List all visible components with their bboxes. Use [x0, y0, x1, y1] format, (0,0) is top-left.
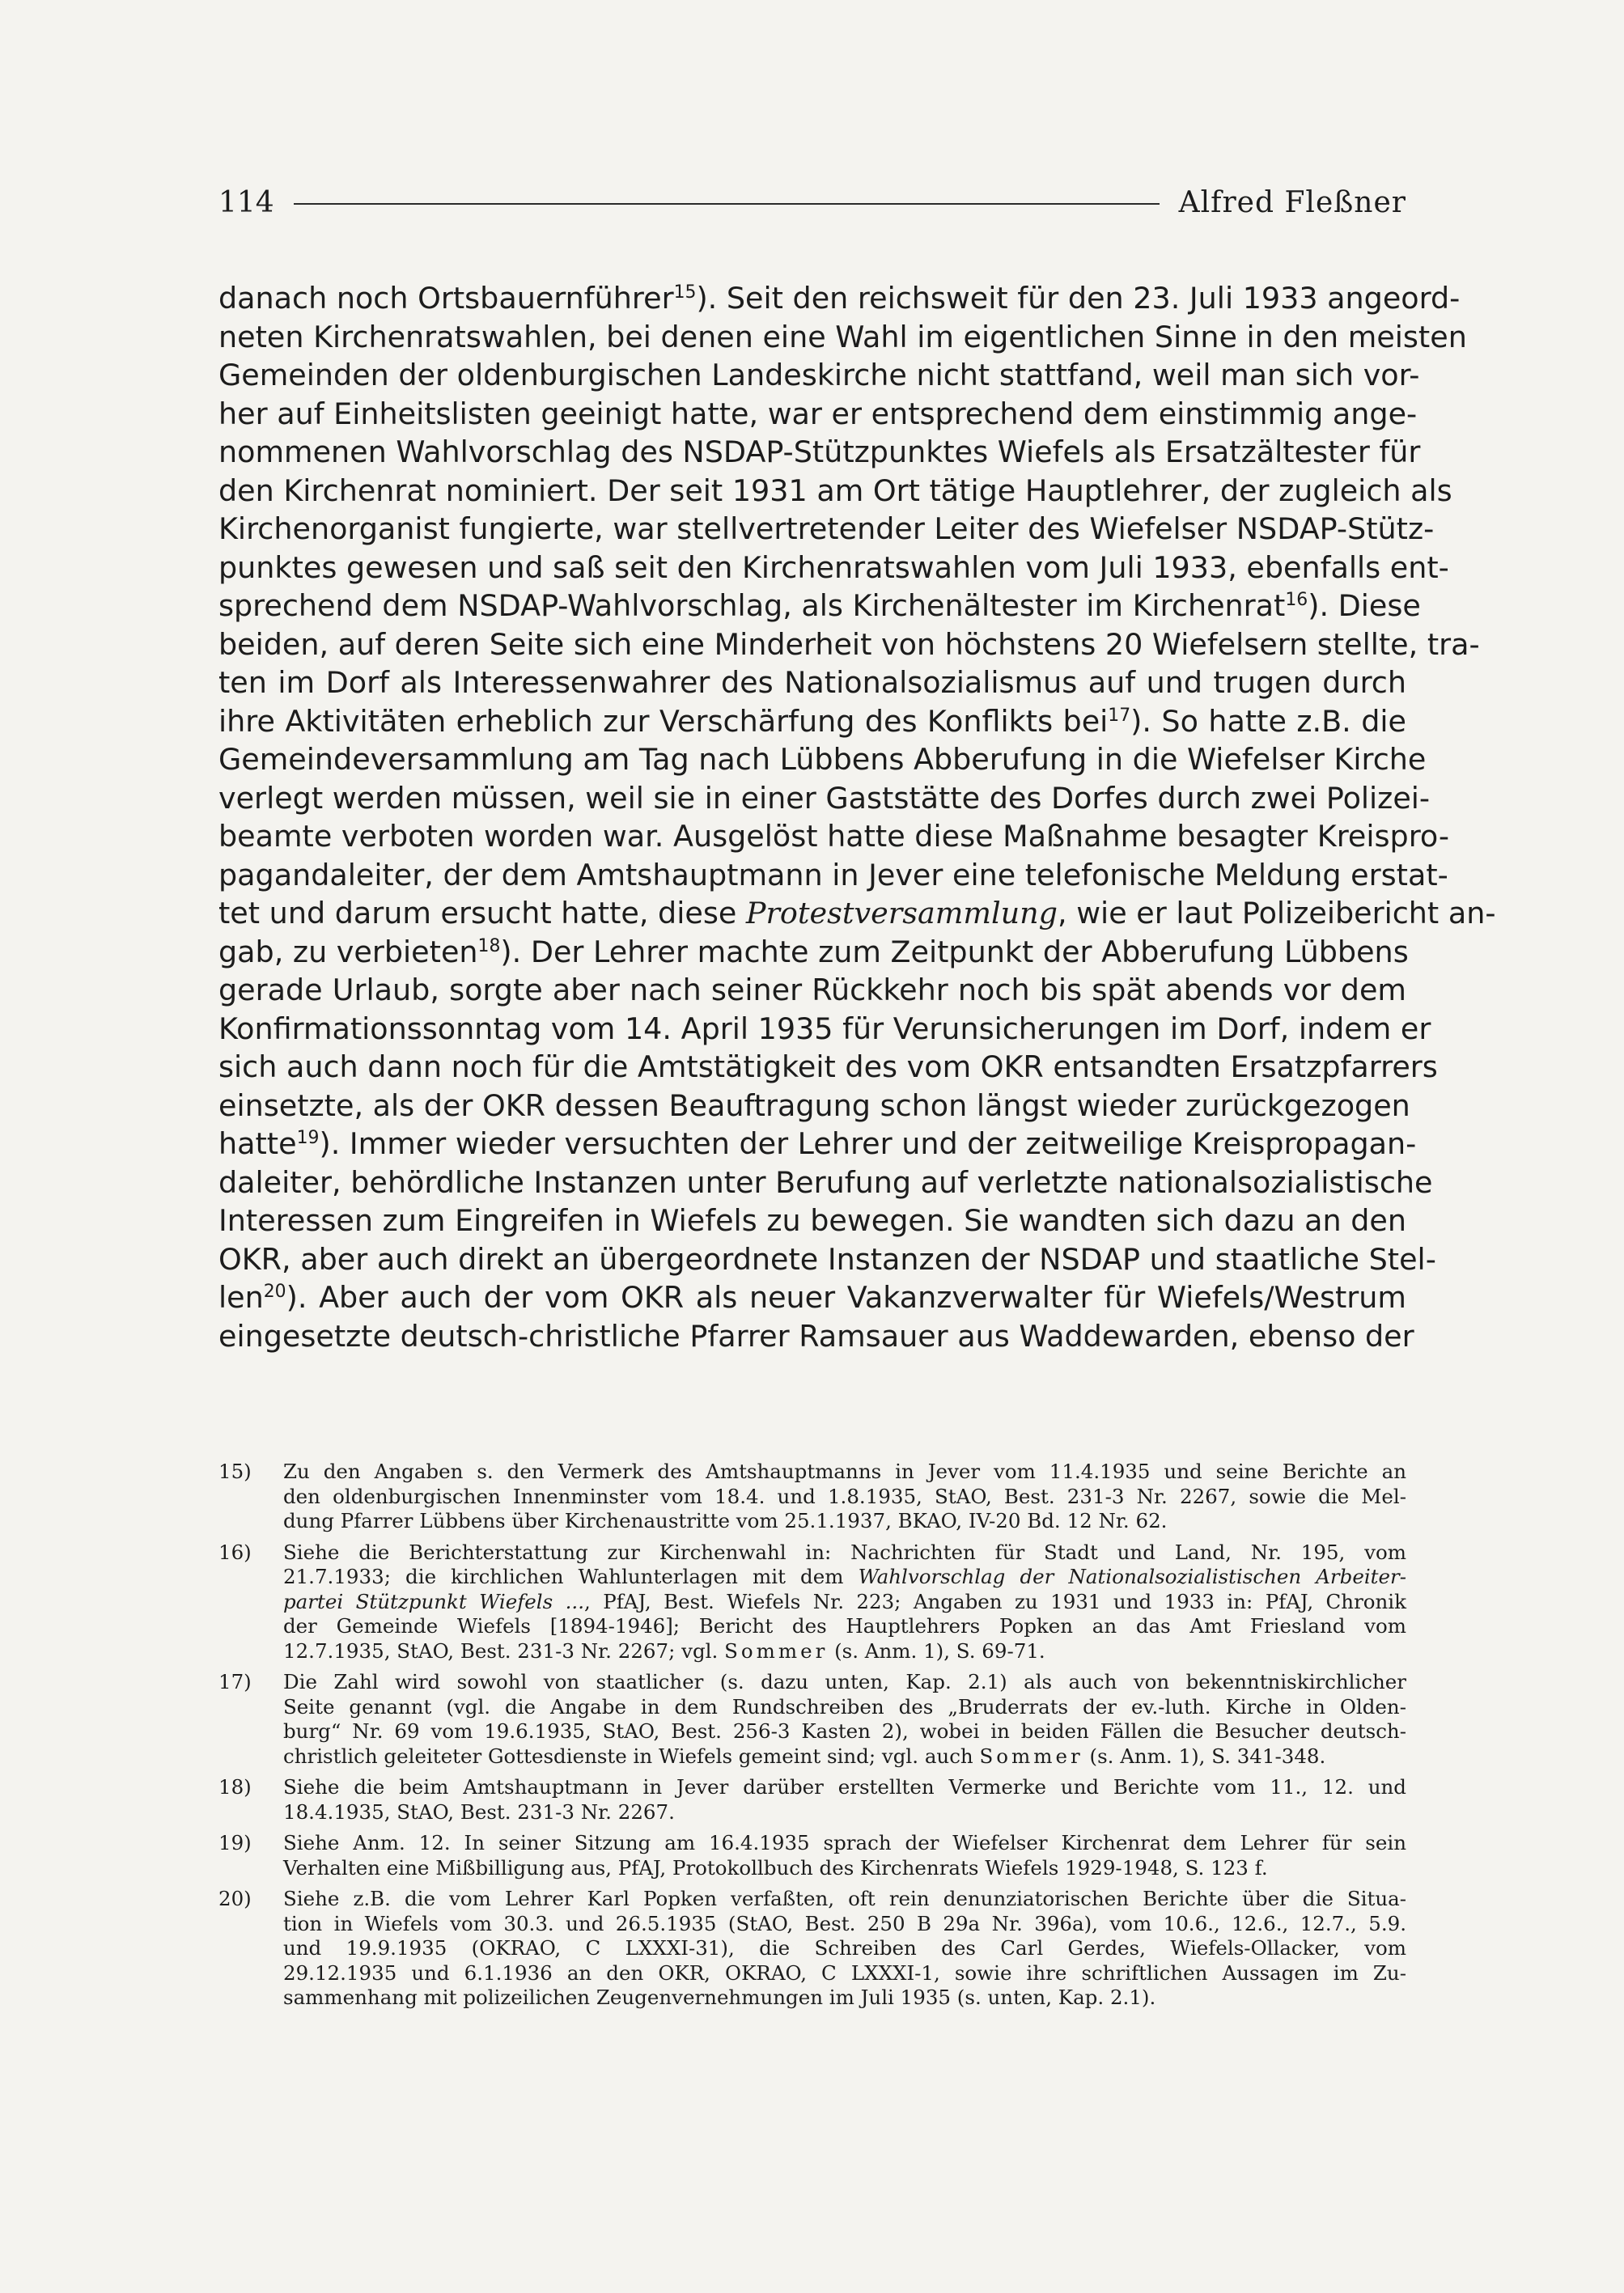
- footnote-line: [283, 1639, 1406, 1664]
- text-line: [218, 1010, 1431, 1049]
- text-line: [218, 1125, 1417, 1163]
- text-segment: sammenhang mit polizeilichen Zeugenvernehmungen im Juli 1935 (s. unten, Kap. 2.1).: [283, 1986, 1156, 2009]
- footnote-line: [283, 1961, 1406, 1986]
- text-line: [218, 1278, 1406, 1317]
- footnote-number: 16): [218, 1540, 252, 1564]
- footnote-line: [283, 1831, 1406, 1856]
- text-line: [218, 472, 1452, 511]
- text-segment: sich auch dann noch für die Amtstätigkeit des vom OKR entsandten Ersatzpfarrers: [218, 1049, 1438, 1084]
- text-segment: nommenen Wahlvorschlag des NSDAP-Stützpunktes Wiefels als Ersatzältester für: [218, 434, 1421, 469]
- footnote-line: [283, 1912, 1406, 1937]
- text-segment: ). Der Lehrer machte zum Zeitpunkt der Abberufung Lübbens: [500, 934, 1409, 969]
- footnote-line: [283, 1719, 1406, 1744]
- text-segment: 12.7.1935, StAO, Best. 231-3 Nr. 2267; vgl.: [283, 1638, 725, 1663]
- footnote-line: [283, 1460, 1406, 1485]
- text-line: [218, 740, 1427, 779]
- text-segment: 29.12.1935 und 6.1.1936 an den OKR, OKRAO, C LXXXI-1, sowie ihre schriftlichen Aussagen im Zu-: [283, 1960, 1406, 1985]
- footnote-line: [283, 1541, 1406, 1566]
- text-segment: hatte: [218, 1126, 297, 1161]
- footnote-ref: 15: [673, 282, 697, 303]
- footnote-ref: 19: [296, 1127, 320, 1148]
- text-segment: eingesetzte deutsch-christliche Pfarrer Ramsauer aus Waddewarden, ebenso der: [218, 1318, 1414, 1354]
- text-line: [218, 587, 1421, 625]
- text-line: [218, 779, 1431, 818]
- text-segment: den Kirchenrat nominiert. Der seit 1931 am Ort tätige Hauptlehrer, der zugleich als: [218, 473, 1452, 508]
- page-number: 114: [218, 185, 274, 219]
- footnote-text: [283, 1831, 1406, 1880]
- text-line: [218, 510, 1435, 549]
- text-line: [218, 356, 1420, 395]
- footnote: [218, 1831, 1406, 1880]
- text-line: [218, 433, 1421, 472]
- footnote-line: [283, 1485, 1406, 1510]
- text-segment: den oldenburgischen Innenminster vom 18.4. und 1.8.1935, StAO, Best. 231-3 Nr. 2267, sowie die Mel-: [283, 1484, 1406, 1508]
- text-segment: Siehe die beim Amtshauptmann in Jever darüber erstellten Vermerke und Berichte vom 11., 12. und: [283, 1775, 1406, 1799]
- text-segment: pagandaleiter, der dem Amtshauptmann in Jever eine telefonische Meldung erstat-: [218, 857, 1448, 892]
- footnote-line: [283, 1509, 1406, 1534]
- footnote-text: [283, 1541, 1406, 1664]
- footnote-number: 20): [218, 1887, 252, 1910]
- text-segment: Interessen zum Eingreifen in Wiefels zu bewegen. Sie wandten sich dazu an den: [218, 1203, 1406, 1238]
- text-segment: Zu den Angaben s. den Vermerk des Amtshauptmanns in Jever vom 11.4.1935 und seine Berichte an: [283, 1460, 1406, 1483]
- footnotes: [218, 1460, 1406, 2017]
- author-name-spaced: Sommer: [724, 1638, 829, 1663]
- text-segment: ). Seit den reichsweit für den 23. Juli 1933 angeord-: [696, 281, 1461, 316]
- text-segment: einsetzte, als der OKR dessen Beauftragung schon längst wieder zurückgezogen: [218, 1087, 1410, 1123]
- text-segment: ). So hatte z.B. die: [1130, 703, 1406, 739]
- text-segment: christlich geleiteter Gottesdienste in Wiefels gemeint sind; vgl. auch: [283, 1744, 980, 1768]
- text-segment: 21.7.1933; die kirchlichen Wahlunterlagen mit dem: [283, 1565, 859, 1588]
- text-line: [218, 1240, 1436, 1279]
- text-segment: tet und darum ersucht hatte, diese: [218, 896, 746, 930]
- text-segment: Kirchenorganist fungierte, war stellvertretender Leiter des Wiefelser NSDAP-Stütz-: [218, 511, 1435, 546]
- footnote-text: [283, 1460, 1406, 1534]
- text-segment: der Gemeinde Wiefels [1894-1946]; Bericht des Hauptlehrers Popken an das Amt Friesland vom: [283, 1614, 1406, 1638]
- footnote-text: [283, 1775, 1406, 1825]
- text-segment: gab, zu verbieten: [218, 934, 478, 969]
- text-segment: verlegt werden müssen, weil sie in einer Gaststätte des Dorfes durch zwei Polizei-: [218, 780, 1431, 816]
- footnote-line: [283, 1856, 1406, 1881]
- text-line: [218, 894, 1496, 933]
- footnote-line: [283, 1887, 1406, 1912]
- footnote: [218, 1775, 1406, 1825]
- text-segment: beamte verboten worden war. Ausgelöst hatte diese Maßnahme besagter Kreispro-: [218, 819, 1450, 854]
- text-line: [218, 971, 1406, 1010]
- text-segment: (s. Anm. 1), S. 341-348.: [1083, 1744, 1326, 1768]
- text-line: [218, 817, 1450, 856]
- text-segment: gerade Urlaub, sorgte aber nach seiner Rückkehr noch bis spät abends vor dem: [218, 973, 1406, 1007]
- text-segment: ihre Aktivitäten erheblich zur Verschärfung des Konflikts bei: [218, 703, 1109, 739]
- text-line: [218, 1163, 1433, 1202]
- text-segment: dung Pfarrer Lübbens über Kirchenaustritte vom 25.1.1937, BKAO, IV-20 Bd. 12 Nr. 62.: [283, 1509, 1168, 1532]
- footnote-line: [283, 1590, 1406, 1615]
- text-segment: ten im Dorf als Interessenwahrer des Nationalsozialismus auf und trugen durch: [218, 665, 1406, 700]
- text-segment: burg“ Nr. 69 vom 19.6.1935, StAO, Best. 256-3 Kasten 2), wobei in beiden Fällen die Besucher deutsch-: [283, 1719, 1406, 1743]
- text-line: [218, 1202, 1406, 1240]
- text-segment: daleiter, behördliche Instanzen unter Berufung auf verletzte nationalsozialistische: [218, 1164, 1433, 1200]
- text-segment: , PfAJ, Best. Wiefels Nr. 223; Angaben zu 1931 und 1933 in: PfAJ, Chronik: [584, 1589, 1406, 1613]
- text-segment: her auf Einheitslisten geeinigt hatte, war er entsprechend dem einstimmig ange-: [218, 396, 1418, 431]
- text-line: [218, 702, 1406, 741]
- text-line: [218, 1317, 1414, 1356]
- footnote: [218, 1670, 1406, 1769]
- running-head-author: Alfred Fleßner: [1178, 185, 1406, 219]
- text-segment: , wie er laut Polizeibericht an-: [1058, 896, 1496, 930]
- text-segment: Die Zahl wird sowohl von staatlicher (s. dazu unten, Kap. 2.1) als auch von bekenntniskirchlicher: [283, 1670, 1406, 1693]
- text-segment: tion in Wiefels vom 30.3. und 26.5.1935 (StAO, Best. 250 B 29a Nr. 396a), vom 10.6., 12.6., 12.7., 5.9.: [283, 1911, 1406, 1935]
- footnote: [218, 1460, 1406, 1534]
- text-segment: 18.4.1935, StAO, Best. 231-3 Nr. 2267.: [283, 1799, 675, 1824]
- text-line: [218, 933, 1409, 972]
- text-line: [218, 625, 1480, 664]
- footnote-line: [283, 1744, 1406, 1770]
- text-line: [218, 1087, 1410, 1125]
- footnote-number: 15): [218, 1460, 252, 1483]
- text-segment: Siehe z.B. die vom Lehrer Karl Popken verfaßten, oft rein denunziatorischen Berichte über die Situa-: [283, 1887, 1406, 1910]
- text-segment: ). Aber auch der vom OKR als neuer Vakanzverwalter für Wiefels/Westrum: [286, 1280, 1406, 1315]
- footnote-text: [283, 1887, 1406, 2011]
- text-segment: Seite genannt (vgl. die Angabe in dem Rundschreiben des „Bruderrats der ev.-luth. Kirche in Olden-: [283, 1694, 1406, 1719]
- text-segment: Siehe Anm. 12. In seiner Sitzung am 16.4.1935 sprach der Wiefelser Kirchenrat dem Lehrer für sein: [283, 1831, 1406, 1854]
- footnote-line: [283, 1565, 1406, 1590]
- footnote-text: [283, 1670, 1406, 1769]
- text-line: [218, 549, 1449, 587]
- italic-quote: Protestversammlung: [745, 896, 1058, 930]
- italic-title: Wahlvorschlag der Nationalsozialistischen Arbeiter-: [858, 1565, 1406, 1588]
- footnote-ref: 20: [263, 1281, 286, 1302]
- text-segment: ). Diese: [1308, 588, 1421, 623]
- footnote: [218, 1541, 1406, 1664]
- footnote-line: [283, 1614, 1406, 1639]
- footnote-line: [283, 1936, 1406, 1961]
- text-segment: sprechend dem NSDAP-Wahlvorschlag, als Kirchenältester im Kirchenrat: [218, 588, 1286, 623]
- text-segment: beiden, auf deren Seite sich eine Minderheit von höchstens 20 Wiefelsern stellte, tra-: [218, 626, 1480, 662]
- text-segment: (s. Anm. 1), S. 69-71.: [828, 1638, 1045, 1663]
- text-line: [218, 856, 1448, 895]
- page-header: [218, 180, 1406, 225]
- footnote-line: [283, 1800, 1406, 1825]
- italic-title: partei Stützpunkt Wiefels ...: [283, 1589, 585, 1613]
- text-segment: punktes gewesen und saß seit den Kirchenratswahlen vom Juli 1933, ebenfalls ent-: [218, 549, 1449, 585]
- footnote-line: [283, 1670, 1406, 1695]
- footnote-number: 19): [218, 1831, 252, 1854]
- text-segment: len: [218, 1280, 264, 1315]
- footnote-number: 18): [218, 1775, 252, 1799]
- footnote-line: [283, 1695, 1406, 1720]
- text-segment: Siehe die Berichterstattung zur Kirchenwahl in: Nachrichten für Stadt und Land, Nr. 195, vom: [283, 1540, 1406, 1564]
- footnote-ref: 18: [477, 935, 501, 956]
- text-line: [218, 318, 1467, 357]
- footnote-ref: 16: [1285, 589, 1308, 610]
- header-rule: [294, 203, 1160, 205]
- text-line: [218, 1048, 1438, 1087]
- text-segment: danach noch Ortsbauernführer: [218, 281, 674, 316]
- text-segment: neten Kirchenratswahlen, bei denen eine Wahl im eigentlichen Sinne in den meisten: [218, 319, 1467, 354]
- text-line: [218, 663, 1406, 702]
- text-segment: Gemeinden der oldenburgischen Landeskirche nicht stattfand, weil man sich vor-: [218, 358, 1420, 392]
- text-segment: Verhalten eine Mißbilligung aus, PfAJ, Protokollbuch des Kirchenrats Wiefels 1929-1948, S. 123 f.: [283, 1855, 1268, 1880]
- text-segment: OKR, aber auch direkt an übergeordnete Instanzen der NSDAP und staatliche Stel-: [218, 1241, 1436, 1277]
- text-line: [218, 279, 1461, 318]
- footnote-ref: 17: [1108, 705, 1131, 726]
- text-segment: und 19.9.1935 (OKRAO, C LXXXI-31), die Schreiben des Carl Gerdes, Wiefels-Ollacker, vom: [283, 1936, 1406, 1960]
- footnote-line: [283, 1986, 1406, 2011]
- text-segment: Konfirmationssonntag vom 14. April 1935 für Verunsicherungen im Dorf, indem er: [218, 1011, 1431, 1046]
- author-name-spaced: Sommer: [979, 1744, 1083, 1768]
- text-segment: Gemeindeversammlung am Tag nach Lübbens Abberufung in die Wiefelser Kirche: [218, 742, 1427, 777]
- text-segment: ). Immer wieder versuchten der Lehrer und der zeitweilige Kreispropagan-: [319, 1126, 1417, 1161]
- main-text: [218, 279, 1496, 1355]
- footnote: [218, 1887, 1406, 2011]
- footnote-line: [283, 1775, 1406, 1800]
- footnote-number: 17): [218, 1670, 252, 1693]
- text-line: [218, 395, 1418, 434]
